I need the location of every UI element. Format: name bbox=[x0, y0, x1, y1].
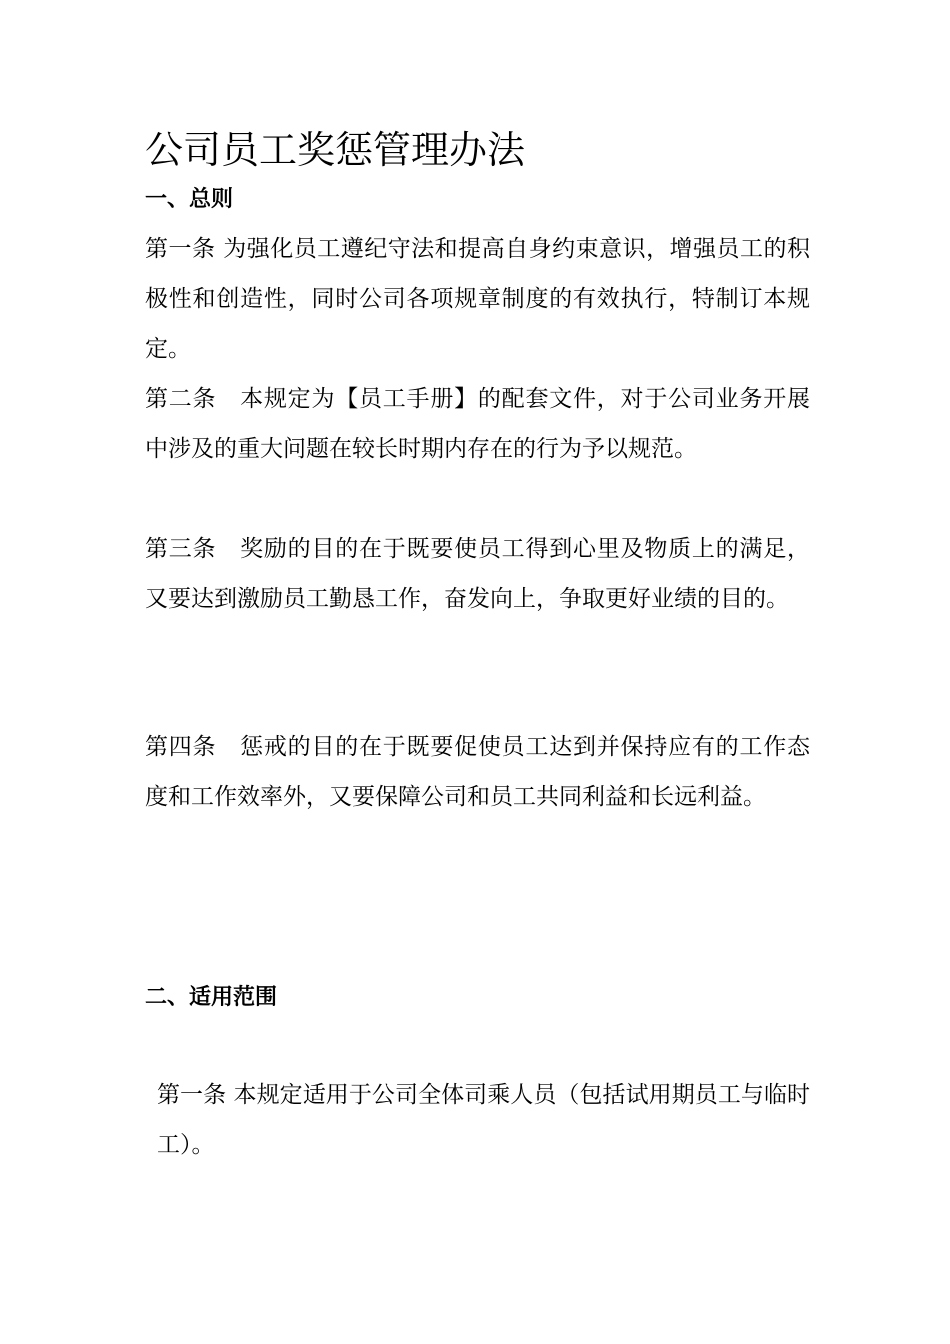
article-1-paragraph: 第一条 为强化员工遵纪守法和提高自身约束意识，增强员工的积极性和创造性，同时公司各项规章制度的有效执行，特制订本规定。 bbox=[145, 236, 810, 362]
article-4-paragraph: 第四条 惩戒的目的在于既要促使员工达到并保持应有的工作态度和工作效率外，又要保障公司和员工共同利益和长远利益。 bbox=[145, 734, 810, 810]
document-title: 公司员工奖惩管理办法 bbox=[145, 128, 526, 172]
section-heading-scope: 二、适用范围 bbox=[145, 984, 278, 1010]
article-3-paragraph: 第三条 奖励的目的在于既要使员工得到心里及物质上的满足，又要达到激励员工勤恳工作，奋发向上，争取更好业绩的目的。 bbox=[145, 536, 810, 612]
section-heading-general: 一、总则 bbox=[145, 186, 234, 212]
scope-article-1-paragraph: 第一条 本规定适用于公司全体司乘人员（包括试用期员工与临时工）。 bbox=[157, 1082, 810, 1158]
article-2-paragraph: 第二条 本规定为【员工手册】的配套文件，对于公司业务开展中涉及的重大问题在较长时期内存在的行为予以规范。 bbox=[145, 386, 810, 462]
